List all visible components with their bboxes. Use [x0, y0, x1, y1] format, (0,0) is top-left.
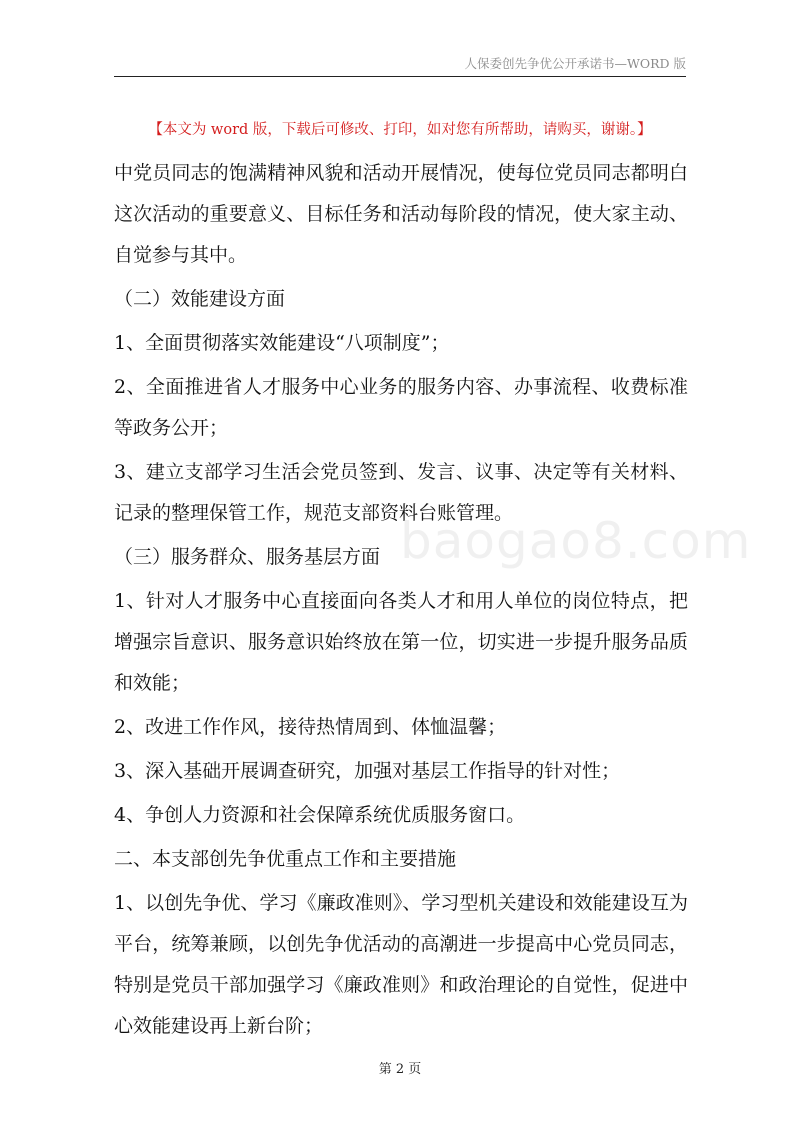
page-header — [114, 50, 686, 77]
document-body — [114, 153, 688, 1050]
list-item-service-3: 3、深入基础开展调查研究，加强对基层工作指导的针对性； — [114, 760, 621, 782]
page-number: 第 2 页 — [378, 1062, 422, 1077]
header-title: 人保委创先争优公开承诺书—WORD 版 — [464, 56, 686, 71]
paragraph-intro-continuation: 中党员同志的饱满精神风貌和活动开展情况，使每位党员同志都明白这次活动的重要意义、目标任务和活动每阶段的情况，使大家主动、自觉参与其中。 — [114, 162, 688, 266]
list-item-efficiency-1: 1、全面贯彻落实效能建设“八项制度”； — [114, 332, 450, 354]
list-item-service-2: 2、改进工作作风，接待热情周到、体恤温馨； — [114, 716, 507, 738]
watermark: baogao8.com — [400, 512, 752, 570]
section-heading-key-work: 二、本支部创先争优重点工作和主要措施 — [114, 848, 457, 870]
list-item-key-work-1: 1、以创先争优、学习《廉政准则》、学习型机关建设和效能建设互为平台，统筹兼顾，以创先争优活动的高潮进一步提高中心党员同志，特别是党员干部加强学习《廉政准则》和政治理论的自觉性，促进中心效能建设再上新台阶； — [114, 892, 688, 1037]
purchase-notice: 【本文为 word 版，下载后可修改、打印，如对您有所帮助，请购买，谢谢。】 — [148, 122, 652, 138]
list-item-service-4: 4、争创人力资源和社会保障系统优质服务窗口。 — [114, 804, 526, 826]
section-heading-service: （三）服务群众、服务基层方面 — [114, 546, 381, 568]
list-item-efficiency-3: 3、建立支部学习生活会党员签到、发言、议事、决定等有关材料、记录的整理保管工作，规范支部资料台账管理。 — [114, 461, 688, 524]
list-item-service-1: 1、针对人才服务中心直接面向各类人才和用人单位的岗位特点，把增强宗旨意识、服务意识始终放在第一位，切实进一步提升服务品质和效能； — [114, 590, 688, 694]
list-item-efficiency-2: 2、全面推进省人才服务中心业务的服务内容、办事流程、收费标准等政务公开； — [114, 376, 688, 439]
section-heading-efficiency: （二）效能建设方面 — [114, 288, 286, 310]
